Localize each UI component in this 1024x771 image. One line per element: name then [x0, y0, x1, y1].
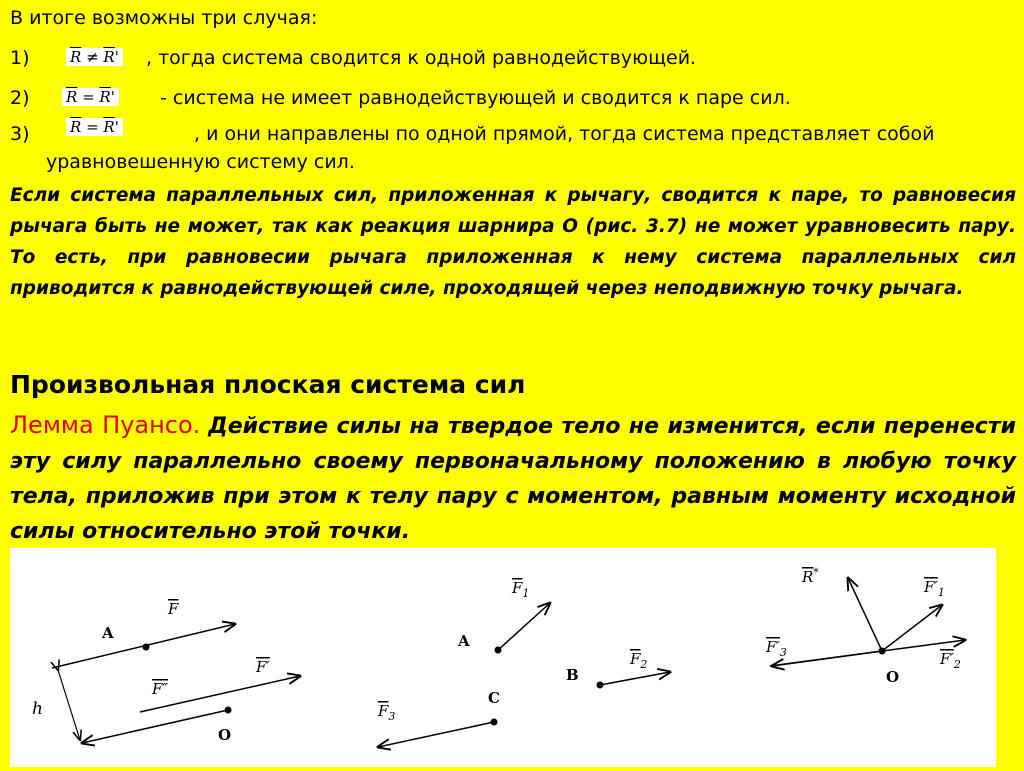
label-F1: $F_1$	[512, 579, 530, 600]
lever-paragraph: Если система параллельных сил, приложенная к рычагу, сводится к паре, то равновесия рычага быть не может, так как реакция шарнира О (рис. 3.7) не может уравновесить пару. То есть, при равновесии рычага приложенная к нему система параллельных сил приводится к равнодействующей силе, проходящей через неподвижную точку рычага.	[10, 185, 1016, 299]
point-A-mid	[495, 647, 502, 654]
left-diagram	[32, 600, 300, 744]
force-F3-prime-arrow	[772, 651, 882, 666]
label-F-double-prime: F″	[152, 680, 169, 698]
label-A-mid: A	[458, 632, 470, 650]
case-3-text: , и они направлены по одной прямой, тогда система представляет собой	[194, 123, 935, 145]
label-C: C	[488, 689, 500, 707]
lemma-text: Действие силы на твердое тело не изменится, если перенести эту силу параллельно своему первоначальному положению в любую точку тела, приложив при этом к телу пару с моментом, равным моменту исходной силы относительно этой точки.	[10, 414, 1017, 544]
force-F1-arrow	[498, 603, 550, 650]
force-F3-arrow	[378, 722, 494, 747]
poinsot-figure	[10, 548, 996, 767]
force-F2-arrow	[600, 672, 670, 685]
case-3-number: 3)	[10, 123, 30, 145]
case-2-number: 2)	[10, 87, 30, 109]
case-3-formula: $\overline{R} = \overline{R}'$	[66, 118, 123, 136]
case-3-text-cont: уравновешенную систему сил.	[46, 151, 355, 173]
force-F-double-prime-arrow	[82, 710, 228, 743]
point-O-right	[879, 648, 886, 655]
label-B: B	[566, 666, 579, 684]
label-F1-prime: $F'_1$	[924, 578, 945, 599]
label-R-star: R*	[802, 566, 819, 586]
point-C	[491, 719, 498, 726]
label-h: h	[32, 699, 43, 719]
label-O: O	[218, 726, 232, 744]
lemma-title: Лемма Пуансо.	[10, 411, 201, 439]
label-F3-prime: $F'_3$	[766, 638, 787, 659]
label-F-prime: F′	[256, 658, 270, 676]
point-O	[225, 707, 232, 714]
label-A: A	[102, 624, 114, 642]
force-R-star-arrow	[848, 578, 882, 651]
figure-svg	[10, 548, 996, 767]
case-2-text: - система не имеет равнодействующей и сводится к паре сил.	[160, 87, 791, 109]
label-F2-prime: $F'_2$	[940, 650, 961, 671]
point-B	[597, 682, 604, 689]
label-O-right: O	[886, 668, 900, 686]
label-F3: $F_3$	[378, 702, 396, 723]
intro-text: В итоге возможны три случая:	[10, 7, 318, 29]
point-A	[143, 644, 150, 651]
case-1-formula: $\overline{R} \ne \overline{R}'$	[66, 48, 123, 66]
middle-diagram	[377, 579, 670, 747]
case-1-text: , тогда система сводится к одной равнодействующей.	[146, 47, 697, 69]
label-F2: $F_2$	[630, 650, 648, 671]
lemma-paragraph	[10, 408, 1016, 549]
right-diagram	[765, 566, 965, 686]
section-heading: Произвольная плоская система сил	[10, 370, 526, 399]
case-1-number: 1)	[10, 47, 30, 69]
label-F: F	[168, 600, 179, 618]
h-dimension	[58, 670, 80, 740]
case-2-formula: $\overline{R} = \overline{R}'$	[62, 88, 119, 106]
